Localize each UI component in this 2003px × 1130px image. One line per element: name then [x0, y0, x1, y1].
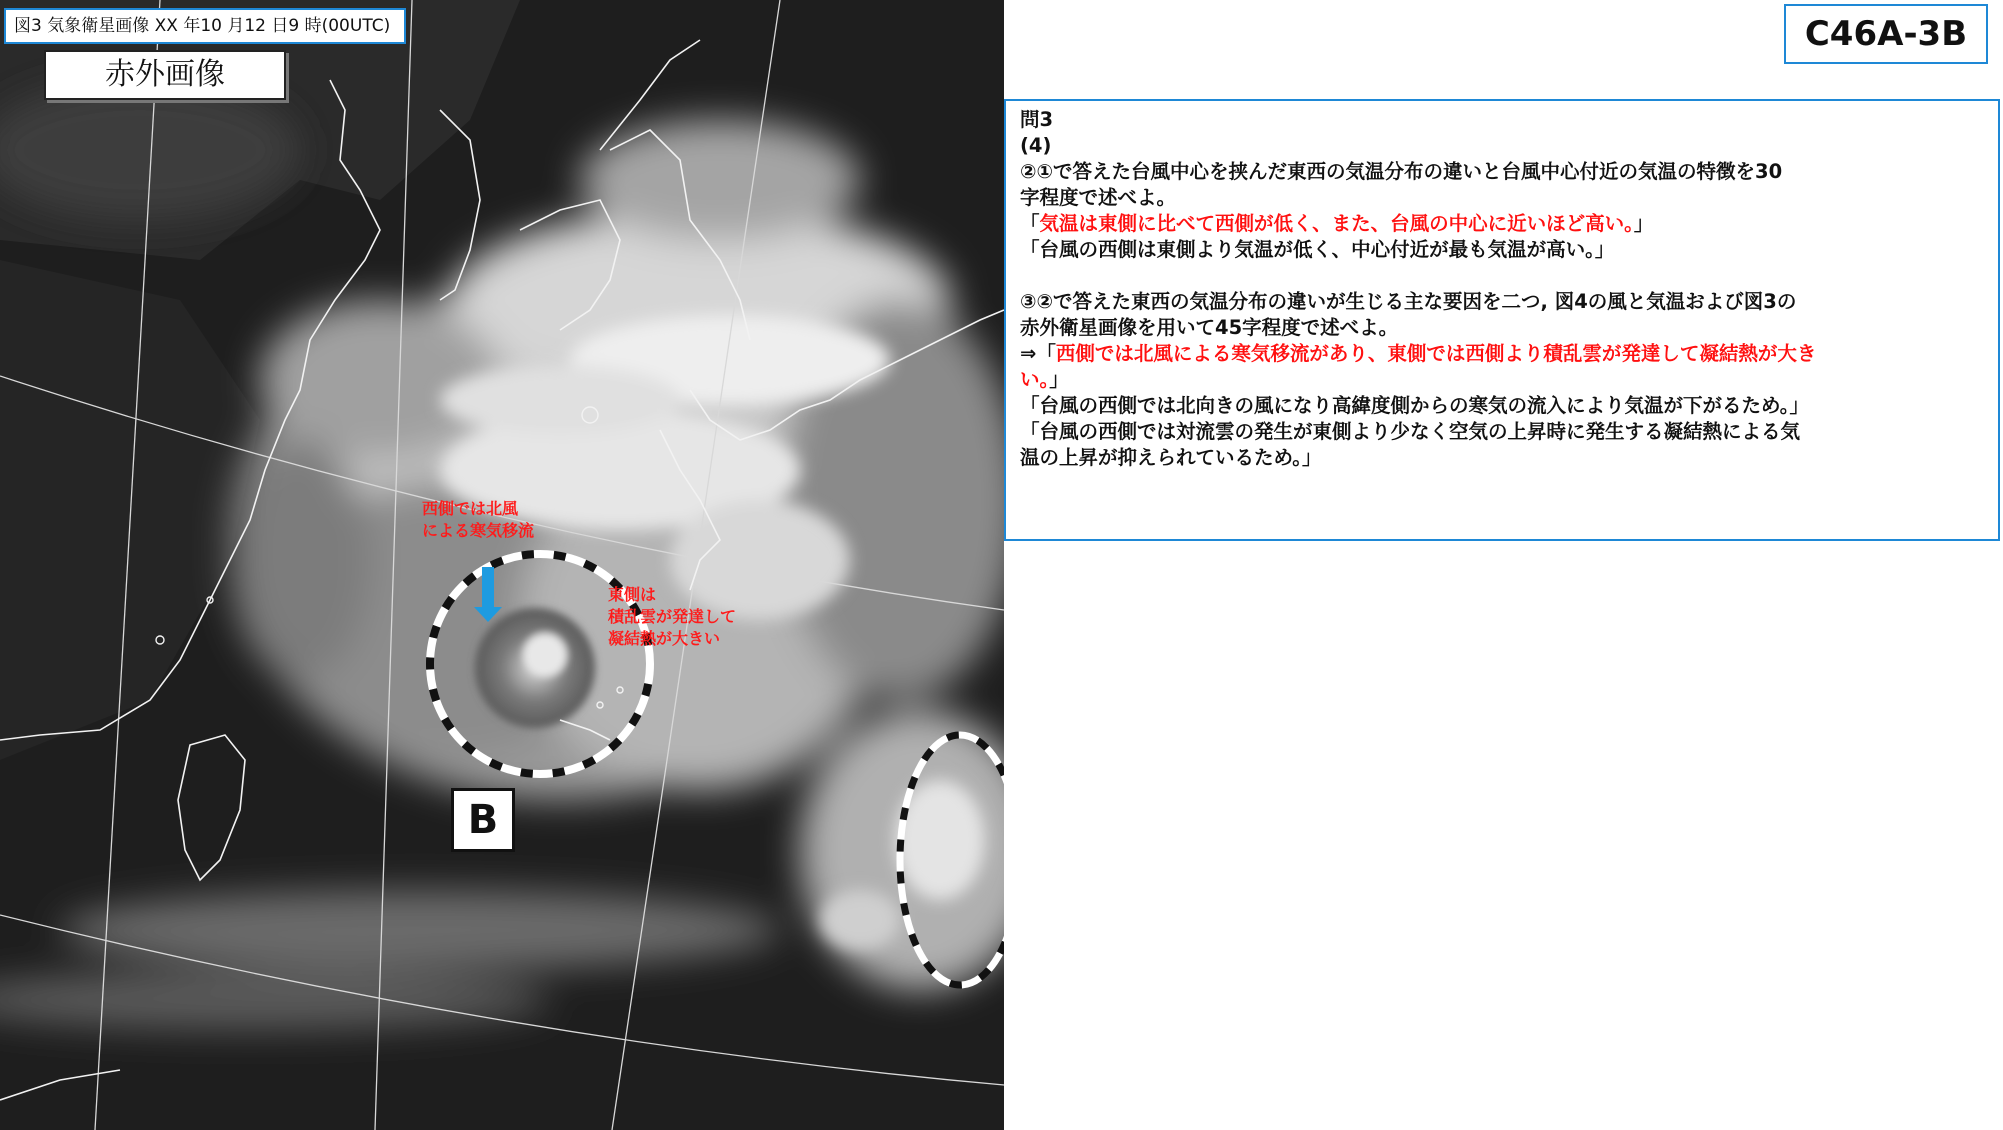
- q2-text-line1: ②①で答えた台風中心を挟んだ東西の気温分布の違いと台風中心付近の気温の特徴を30: [1020, 160, 1783, 183]
- q3-model-answer-2b: 温の上昇が抑えられているため。」: [1020, 446, 1322, 469]
- q2-answer-close: 」: [1633, 212, 1654, 235]
- q3-answer-red-1: 西側では北風による寒気移流があり、東側では西側より積乱雲が発達して凝結熱が大き: [1055, 342, 1817, 365]
- figure-caption: 図3 気象衛星画像 XX 年10 月12 日9 時(00UTC): [4, 8, 406, 44]
- q2-model-answer: 「台風の西側は東側より気温が低く、中心付近が最も気温が高い。」: [1020, 238, 1615, 261]
- q3-answer-close: 」: [1049, 368, 1069, 391]
- q3-answer-line1: [1020, 341, 1988, 367]
- q3-answer-red-2: い。: [1020, 368, 1050, 391]
- question-answer-panel: [1004, 99, 2000, 541]
- q3-text-line2: 赤外衛星画像を用いて45字程度で述べよ。: [1020, 316, 1399, 339]
- east-annotation: 東側は 積乱雲が発達して 凝結熱が大きい: [608, 585, 737, 648]
- question-code-label: C46A-3B: [1784, 4, 1988, 64]
- west-annotation: 西側では北風 による寒気移流: [422, 499, 535, 540]
- infrared-image-label: 赤外画像: [44, 50, 286, 100]
- typhoon-b-label: B: [451, 788, 515, 852]
- q2-text-line2: 字程度で述べよ。: [1020, 186, 1177, 209]
- q3-answer-prefix: ⇒「: [1020, 342, 1056, 365]
- q3-answer-line2: [1020, 367, 1988, 393]
- q2-answer-red: 気温は東側に比べて西側が低く、また、台風の中心に近いほど高い。: [1039, 212, 1634, 235]
- q2-answer: [1020, 211, 1988, 237]
- question-number: (4): [1020, 134, 1052, 157]
- q3-model-answer-1: 「台風の西側では北向きの風になり高緯度側からの寒気の流入により気温が下がるため。」: [1020, 394, 1809, 417]
- q3-model-answer-2a: 「台風の西側では対流雲の発生が東側より少なく空気の上昇時に発生する凝結熱による気: [1020, 420, 1801, 443]
- spacer: [1020, 263, 1988, 289]
- q3-text-line1: ③②で答えた東西の気温分布の違いが生じる主な要因を二つ, 図4の風と気温および図3の: [1020, 290, 1797, 313]
- question-header: 問3: [1020, 108, 1054, 131]
- q2-answer-open: 「: [1020, 212, 1040, 235]
